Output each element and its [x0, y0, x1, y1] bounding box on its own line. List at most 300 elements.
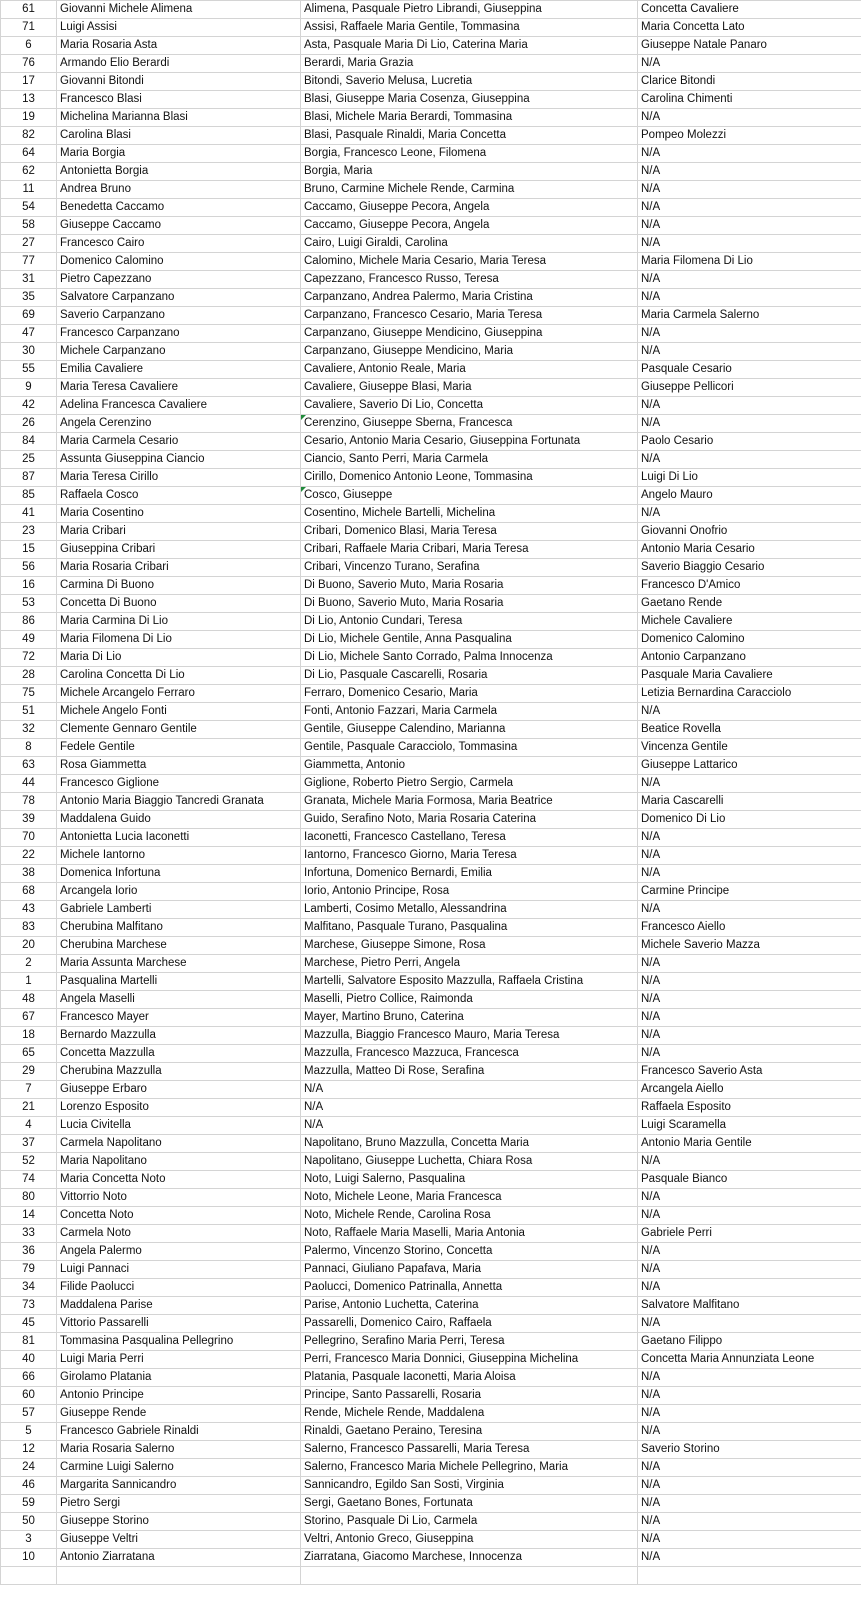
row-id-cell[interactable]: 35	[1, 289, 57, 307]
row-id-cell[interactable]: 25	[1, 451, 57, 469]
parents-cell[interactable]: Iaconetti, Francesco Castellano, Teresa	[301, 829, 638, 847]
person-name-cell[interactable]: Maddalena Parise	[57, 1297, 301, 1315]
row-id-cell[interactable]: 59	[1, 1495, 57, 1513]
person-name-cell[interactable]: Angela Cerenzino	[57, 415, 301, 433]
row-id-cell[interactable]: 48	[1, 991, 57, 1009]
spouse-cell[interactable]: Concetta Maria Annunziata Leone	[638, 1351, 861, 1369]
row-id-cell[interactable]: 6	[1, 37, 57, 55]
row-id-cell[interactable]	[1, 1567, 57, 1585]
person-name-cell[interactable]: Bernardo Mazzulla	[57, 1027, 301, 1045]
spouse-cell[interactable]: N/A	[638, 901, 861, 919]
person-name-cell[interactable]: Maria Rosaria Salerno	[57, 1441, 301, 1459]
person-name-cell[interactable]: Giovanni Michele Alimena	[57, 1, 301, 19]
person-name-cell[interactable]: Maria Borgia	[57, 145, 301, 163]
person-name-cell[interactable]: Girolamo Platania	[57, 1369, 301, 1387]
parents-cell[interactable]: Guido, Serafino Noto, Maria Rosaria Caterina	[301, 811, 638, 829]
person-name-cell[interactable]: Saverio Carpanzano	[57, 307, 301, 325]
spouse-cell[interactable]: Francesco D'Amico	[638, 577, 861, 595]
row-id-cell[interactable]: 87	[1, 469, 57, 487]
row-id-cell[interactable]: 54	[1, 199, 57, 217]
person-name-cell[interactable]: Maria Rosaria Cribari	[57, 559, 301, 577]
parents-cell[interactable]: Caccamo, Giuseppe Pecora, Angela	[301, 217, 638, 235]
row-id-cell[interactable]: 21	[1, 1099, 57, 1117]
parents-cell[interactable]: Borgia, Francesco Leone, Filomena	[301, 145, 638, 163]
parents-cell[interactable]: Sannicandro, Egildo San Sosti, Virginia	[301, 1477, 638, 1495]
person-name-cell[interactable]: Francesco Carpanzano	[57, 325, 301, 343]
row-id-cell[interactable]: 86	[1, 613, 57, 631]
spouse-cell[interactable]: Letizia Bernardina Caracciolo	[638, 685, 861, 703]
row-id-cell[interactable]: 4	[1, 1117, 57, 1135]
spouse-cell[interactable]: Carolina Chimenti	[638, 91, 861, 109]
spouse-cell[interactable]: Saverio Biaggio Cesario	[638, 559, 861, 577]
parents-cell[interactable]: Mazzulla, Francesco Mazzuca, Francesca	[301, 1045, 638, 1063]
row-id-cell[interactable]: 70	[1, 829, 57, 847]
person-name-cell[interactable]: Antonio Ziarratana	[57, 1549, 301, 1567]
spouse-cell[interactable]: Giuseppe Lattarico	[638, 757, 861, 775]
row-id-cell[interactable]: 1	[1, 973, 57, 991]
row-id-cell[interactable]: 42	[1, 397, 57, 415]
spouse-cell[interactable]: N/A	[638, 109, 861, 127]
person-name-cell[interactable]: Concetta Noto	[57, 1207, 301, 1225]
person-name-cell[interactable]: Maria Rosaria Asta	[57, 37, 301, 55]
spouse-cell[interactable]: Saverio Storino	[638, 1441, 861, 1459]
person-name-cell[interactable]: Benedetta Caccamo	[57, 199, 301, 217]
parents-cell[interactable]: Di Lio, Pasquale Cascarelli, Rosaria	[301, 667, 638, 685]
row-id-cell[interactable]: 58	[1, 217, 57, 235]
spouse-cell[interactable]: Gaetano Filippo	[638, 1333, 861, 1351]
row-id-cell[interactable]: 47	[1, 325, 57, 343]
parents-cell[interactable]: Caccamo, Giuseppe Pecora, Angela	[301, 199, 638, 217]
spouse-cell[interactable]: N/A	[638, 1423, 861, 1441]
spouse-cell[interactable]: N/A	[638, 829, 861, 847]
parents-cell[interactable]: Salerno, Francesco Passarelli, Maria Teresa	[301, 1441, 638, 1459]
spouse-cell[interactable]: N/A	[638, 1369, 861, 1387]
person-name-cell[interactable]: Domenica Infortuna	[57, 865, 301, 883]
person-name-cell[interactable]: Francesco Mayer	[57, 1009, 301, 1027]
parents-cell[interactable]: Napolitano, Bruno Mazzulla, Concetta Maria	[301, 1135, 638, 1153]
parents-cell[interactable]: Malfitano, Pasquale Turano, Pasqualina	[301, 919, 638, 937]
parents-cell[interactable]: Cerenzino, Giuseppe Sberna, Francesca	[301, 415, 638, 433]
person-name-cell[interactable]: Carmela Noto	[57, 1225, 301, 1243]
spouse-cell[interactable]: N/A	[638, 1045, 861, 1063]
person-name-cell[interactable]: Giuseppina Cribari	[57, 541, 301, 559]
spouse-cell[interactable]: Gabriele Perri	[638, 1225, 861, 1243]
person-name-cell[interactable]: Maria Cribari	[57, 523, 301, 541]
parents-cell[interactable]: Cavaliere, Antonio Reale, Maria	[301, 361, 638, 379]
spouse-cell[interactable]: Francesco Aiello	[638, 919, 861, 937]
row-id-cell[interactable]: 15	[1, 541, 57, 559]
spouse-cell[interactable]: Giuseppe Natale Panaro	[638, 37, 861, 55]
spouse-cell[interactable]: N/A	[638, 415, 861, 433]
person-name-cell[interactable]: Raffaela Cosco	[57, 487, 301, 505]
row-id-cell[interactable]: 80	[1, 1189, 57, 1207]
row-id-cell[interactable]: 65	[1, 1045, 57, 1063]
parents-cell[interactable]: Pellegrino, Serafino Maria Perri, Teresa	[301, 1333, 638, 1351]
parents-cell[interactable]: Ziarratana, Giacomo Marchese, Innocenza	[301, 1549, 638, 1567]
spouse-cell[interactable]: Pompeo Molezzi	[638, 127, 861, 145]
spouse-cell[interactable]: Michele Saverio Mazza	[638, 937, 861, 955]
parents-cell[interactable]: Assisi, Raffaele Maria Gentile, Tommasina	[301, 19, 638, 37]
parents-cell[interactable]: Fonti, Antonio Fazzari, Maria Carmela	[301, 703, 638, 721]
spouse-cell[interactable]: Salvatore Malfitano	[638, 1297, 861, 1315]
person-name-cell[interactable]: Vittorrio Noto	[57, 1189, 301, 1207]
person-name-cell[interactable]: Filide Paolucci	[57, 1279, 301, 1297]
person-name-cell[interactable]: Antonietta Borgia	[57, 163, 301, 181]
spouse-cell[interactable]: Maria Carmela Salerno	[638, 307, 861, 325]
row-id-cell[interactable]: 61	[1, 1, 57, 19]
parents-cell[interactable]: Cesario, Antonio Maria Cesario, Giuseppina Fortunata	[301, 433, 638, 451]
row-id-cell[interactable]: 22	[1, 847, 57, 865]
person-name-cell[interactable]: Giuseppe Rende	[57, 1405, 301, 1423]
parents-cell[interactable]: Noto, Raffaele Maria Maselli, Maria Antonia	[301, 1225, 638, 1243]
person-name-cell[interactable]: Pietro Capezzano	[57, 271, 301, 289]
person-name-cell[interactable]: Maria Cosentino	[57, 505, 301, 523]
row-id-cell[interactable]: 71	[1, 19, 57, 37]
spouse-cell[interactable]: N/A	[638, 1153, 861, 1171]
parents-cell[interactable]: Bruno, Carmine Michele Rende, Carmina	[301, 181, 638, 199]
person-name-cell[interactable]: Carmina Di Buono	[57, 577, 301, 595]
person-name-cell[interactable]: Maria Teresa Cirillo	[57, 469, 301, 487]
parents-cell[interactable]: N/A	[301, 1117, 638, 1135]
spouse-cell[interactable]: N/A	[638, 1261, 861, 1279]
row-id-cell[interactable]: 85	[1, 487, 57, 505]
row-id-cell[interactable]: 40	[1, 1351, 57, 1369]
parents-cell[interactable]: Principe, Santo Passarelli, Rosaria	[301, 1387, 638, 1405]
parents-cell[interactable]: Pannaci, Giuliano Papafava, Maria	[301, 1261, 638, 1279]
person-name-cell[interactable]: Pasqualina Martelli	[57, 973, 301, 991]
row-id-cell[interactable]: 64	[1, 145, 57, 163]
person-name-cell[interactable]: Giuseppe Storino	[57, 1513, 301, 1531]
parents-cell[interactable]: Cairo, Luigi Giraldi, Carolina	[301, 235, 638, 253]
person-name-cell[interactable]: Francesco Gabriele Rinaldi	[57, 1423, 301, 1441]
row-id-cell[interactable]: 76	[1, 55, 57, 73]
spouse-cell[interactable]: N/A	[638, 1531, 861, 1549]
person-name-cell[interactable]: Maria Teresa Cavaliere	[57, 379, 301, 397]
parents-cell[interactable]: Noto, Michele Rende, Carolina Rosa	[301, 1207, 638, 1225]
spouse-cell[interactable]: N/A	[638, 397, 861, 415]
person-name-cell[interactable]: Armando Elio Berardi	[57, 55, 301, 73]
parents-cell[interactable]: Cirillo, Domenico Antonio Leone, Tommasina	[301, 469, 638, 487]
spouse-cell[interactable]: N/A	[638, 181, 861, 199]
parents-cell[interactable]: Carpanzano, Giuseppe Mendicino, Giuseppina	[301, 325, 638, 343]
row-id-cell[interactable]: 75	[1, 685, 57, 703]
spouse-cell[interactable]: Maria Filomena Di Lio	[638, 253, 861, 271]
person-name-cell[interactable]: Emilia Cavaliere	[57, 361, 301, 379]
row-id-cell[interactable]: 67	[1, 1009, 57, 1027]
parents-cell[interactable]: Di Lio, Michele Santo Corrado, Palma Innocenza	[301, 649, 638, 667]
spouse-cell[interactable]: Giuseppe Pellicori	[638, 379, 861, 397]
row-id-cell[interactable]: 44	[1, 775, 57, 793]
spouse-cell[interactable]: N/A	[638, 1495, 861, 1513]
parents-cell[interactable]: Blasi, Giuseppe Maria Cosenza, Giuseppina	[301, 91, 638, 109]
row-id-cell[interactable]: 69	[1, 307, 57, 325]
parents-cell[interactable]: Passarelli, Domenico Cairo, Raffaela	[301, 1315, 638, 1333]
parents-cell[interactable]	[301, 1567, 638, 1585]
spouse-cell[interactable]: Antonio Maria Cesario	[638, 541, 861, 559]
person-name-cell[interactable]: Clemente Gennaro Gentile	[57, 721, 301, 739]
spouse-cell[interactable]: N/A	[638, 955, 861, 973]
row-id-cell[interactable]: 5	[1, 1423, 57, 1441]
person-name-cell[interactable]: Giuseppe Veltri	[57, 1531, 301, 1549]
person-name-cell[interactable]: Gabriele Lamberti	[57, 901, 301, 919]
person-name-cell[interactable]: Francesco Cairo	[57, 235, 301, 253]
person-name-cell[interactable]: Domenico Calomino	[57, 253, 301, 271]
parents-cell[interactable]: Salerno, Francesco Maria Michele Pellegrino, Maria	[301, 1459, 638, 1477]
parents-cell[interactable]: Iorio, Antonio Principe, Rosa	[301, 883, 638, 901]
row-id-cell[interactable]: 62	[1, 163, 57, 181]
parents-cell[interactable]: Mazzulla, Biaggio Francesco Mauro, Maria Teresa	[301, 1027, 638, 1045]
person-name-cell[interactable]: Carolina Blasi	[57, 127, 301, 145]
row-id-cell[interactable]: 41	[1, 505, 57, 523]
person-name-cell[interactable]: Francesco Blasi	[57, 91, 301, 109]
spouse-cell[interactable]: N/A	[638, 55, 861, 73]
person-name-cell[interactable]: Antonio Principe	[57, 1387, 301, 1405]
row-id-cell[interactable]: 53	[1, 595, 57, 613]
parents-cell[interactable]: Marchese, Pietro Perri, Angela	[301, 955, 638, 973]
spouse-cell[interactable]: N/A	[638, 703, 861, 721]
parents-cell[interactable]: Gentile, Pasquale Caracciolo, Tommasina	[301, 739, 638, 757]
row-id-cell[interactable]: 45	[1, 1315, 57, 1333]
row-id-cell[interactable]: 34	[1, 1279, 57, 1297]
spouse-cell[interactable]: N/A	[638, 847, 861, 865]
parents-cell[interactable]: Napolitano, Giuseppe Luchetta, Chiara Rosa	[301, 1153, 638, 1171]
person-name-cell[interactable]: Luigi Assisi	[57, 19, 301, 37]
spouse-cell[interactable]: N/A	[638, 1513, 861, 1531]
spouse-cell[interactable]: Antonio Carpanzano	[638, 649, 861, 667]
parents-cell[interactable]: Borgia, Maria	[301, 163, 638, 181]
person-name-cell[interactable]: Michele Iantorno	[57, 847, 301, 865]
spouse-cell[interactable]: Vincenza Gentile	[638, 739, 861, 757]
person-name-cell[interactable]: Maria Filomena Di Lio	[57, 631, 301, 649]
row-id-cell[interactable]: 84	[1, 433, 57, 451]
parents-cell[interactable]: Rinaldi, Gaetano Peraino, Teresina	[301, 1423, 638, 1441]
parents-cell[interactable]: N/A	[301, 1081, 638, 1099]
parents-cell[interactable]: Asta, Pasquale Maria Di Lio, Caterina Maria	[301, 37, 638, 55]
spouse-cell[interactable]: Raffaela Esposito	[638, 1099, 861, 1117]
row-id-cell[interactable]: 16	[1, 577, 57, 595]
parents-cell[interactable]: Noto, Luigi Salerno, Pasqualina	[301, 1171, 638, 1189]
row-id-cell[interactable]: 39	[1, 811, 57, 829]
row-id-cell[interactable]: 19	[1, 109, 57, 127]
spouse-cell[interactable]: Beatice Rovella	[638, 721, 861, 739]
row-id-cell[interactable]: 50	[1, 1513, 57, 1531]
row-id-cell[interactable]: 73	[1, 1297, 57, 1315]
person-name-cell[interactable]: Assunta Giuseppina Ciancio	[57, 451, 301, 469]
spouse-cell[interactable]: N/A	[638, 775, 861, 793]
row-id-cell[interactable]: 74	[1, 1171, 57, 1189]
parents-cell[interactable]: Cribari, Domenico Blasi, Maria Teresa	[301, 523, 638, 541]
row-id-cell[interactable]: 55	[1, 361, 57, 379]
row-id-cell[interactable]: 8	[1, 739, 57, 757]
parents-cell[interactable]: Platania, Pasquale Iaconetti, Maria Aloisa	[301, 1369, 638, 1387]
spouse-cell[interactable]: N/A	[638, 1477, 861, 1495]
row-id-cell[interactable]: 37	[1, 1135, 57, 1153]
spouse-cell[interactable]: Pasquale Cesario	[638, 361, 861, 379]
parents-cell[interactable]: Cribari, Raffaele Maria Cribari, Maria Teresa	[301, 541, 638, 559]
parents-cell[interactable]: Sergi, Gaetano Bones, Fortunata	[301, 1495, 638, 1513]
person-name-cell[interactable]: Francesco Giglione	[57, 775, 301, 793]
spouse-cell[interactable]: Pasquale Bianco	[638, 1171, 861, 1189]
person-name-cell[interactable]: Michele Arcangelo Ferraro	[57, 685, 301, 703]
parents-cell[interactable]: Iantorno, Francesco Giorno, Maria Teresa	[301, 847, 638, 865]
person-name-cell[interactable]: Maria Concetta Noto	[57, 1171, 301, 1189]
spouse-cell[interactable]: N/A	[638, 163, 861, 181]
row-id-cell[interactable]: 79	[1, 1261, 57, 1279]
person-name-cell[interactable]: Cherubina Marchese	[57, 937, 301, 955]
parents-cell[interactable]: Di Lio, Antonio Cundari, Teresa	[301, 613, 638, 631]
row-id-cell[interactable]: 36	[1, 1243, 57, 1261]
parents-cell[interactable]: Noto, Michele Leone, Maria Francesca	[301, 1189, 638, 1207]
parents-cell[interactable]: Carpanzano, Francesco Cesario, Maria Teresa	[301, 307, 638, 325]
row-id-cell[interactable]: 23	[1, 523, 57, 541]
parents-cell[interactable]: Lamberti, Cosimo Metallo, Alessandrina	[301, 901, 638, 919]
row-id-cell[interactable]: 72	[1, 649, 57, 667]
parents-cell[interactable]: Mazzulla, Matteo Di Rose, Serafina	[301, 1063, 638, 1081]
row-id-cell[interactable]: 30	[1, 343, 57, 361]
spouse-cell[interactable]: Pasquale Maria Cavaliere	[638, 667, 861, 685]
person-name-cell[interactable]: Lorenzo Esposito	[57, 1099, 301, 1117]
row-id-cell[interactable]: 46	[1, 1477, 57, 1495]
person-name-cell[interactable]: Michelina Marianna Blasi	[57, 109, 301, 127]
spouse-cell[interactable]: Francesco Saverio Asta	[638, 1063, 861, 1081]
row-id-cell[interactable]: 28	[1, 667, 57, 685]
row-id-cell[interactable]: 43	[1, 901, 57, 919]
spouse-cell[interactable]: Gaetano Rende	[638, 595, 861, 613]
spouse-cell[interactable]: N/A	[638, 865, 861, 883]
spouse-cell[interactable]: N/A	[638, 217, 861, 235]
person-name-cell[interactable]: Tommasina Pasqualina Pellegrino	[57, 1333, 301, 1351]
parents-cell[interactable]: Infortuna, Domenico Bernardi, Emilia	[301, 865, 638, 883]
person-name-cell[interactable]: Michele Angelo Fonti	[57, 703, 301, 721]
person-name-cell[interactable]: Antonio Maria Biaggio Tancredi Granata	[57, 793, 301, 811]
row-id-cell[interactable]: 11	[1, 181, 57, 199]
row-id-cell[interactable]: 60	[1, 1387, 57, 1405]
parents-cell[interactable]: Veltri, Antonio Greco, Giuseppina	[301, 1531, 638, 1549]
parents-cell[interactable]: Blasi, Michele Maria Berardi, Tommasina	[301, 109, 638, 127]
spouse-cell[interactable]: N/A	[638, 505, 861, 523]
spouse-cell[interactable]: N/A	[638, 1279, 861, 1297]
spouse-cell[interactable]	[638, 1567, 861, 1585]
person-name-cell[interactable]: Arcangela Iorio	[57, 883, 301, 901]
row-id-cell[interactable]: 68	[1, 883, 57, 901]
person-name-cell[interactable]: Giovanni Bitondi	[57, 73, 301, 91]
parents-cell[interactable]: Di Lio, Michele Gentile, Anna Pasqualina	[301, 631, 638, 649]
spouse-cell[interactable]: N/A	[638, 1189, 861, 1207]
person-name-cell[interactable]: Antonietta Lucia Iaconetti	[57, 829, 301, 847]
row-id-cell[interactable]: 14	[1, 1207, 57, 1225]
person-name-cell[interactable]: Carolina Concetta Di Lio	[57, 667, 301, 685]
parents-cell[interactable]: Palermo, Vincenzo Storino, Concetta	[301, 1243, 638, 1261]
parents-cell[interactable]: Perri, Francesco Maria Donnici, Giuseppina Michelina	[301, 1351, 638, 1369]
person-name-cell[interactable]: Margarita Sannicandro	[57, 1477, 301, 1495]
row-id-cell[interactable]: 83	[1, 919, 57, 937]
person-name-cell[interactable]: Adelina Francesca Cavaliere	[57, 397, 301, 415]
row-id-cell[interactable]: 82	[1, 127, 57, 145]
parents-cell[interactable]: Granata, Michele Maria Formosa, Maria Beatrice	[301, 793, 638, 811]
parents-cell[interactable]: Ciancio, Santo Perri, Maria Carmela	[301, 451, 638, 469]
spouse-cell[interactable]: N/A	[638, 1207, 861, 1225]
row-id-cell[interactable]: 20	[1, 937, 57, 955]
person-name-cell[interactable]: Rosa Giammetta	[57, 757, 301, 775]
spouse-cell[interactable]: Luigi Scaramella	[638, 1117, 861, 1135]
person-name-cell[interactable]: Maria Di Lio	[57, 649, 301, 667]
spouse-cell[interactable]: N/A	[638, 1315, 861, 1333]
spouse-cell[interactable]: N/A	[638, 1387, 861, 1405]
spouse-cell[interactable]: N/A	[638, 289, 861, 307]
parents-cell[interactable]: Gentile, Giuseppe Calendino, Marianna	[301, 721, 638, 739]
spouse-cell[interactable]: Paolo Cesario	[638, 433, 861, 451]
parents-cell[interactable]: Giammetta, Antonio	[301, 757, 638, 775]
person-name-cell[interactable]: Carmela Napolitano	[57, 1135, 301, 1153]
row-id-cell[interactable]: 31	[1, 271, 57, 289]
row-id-cell[interactable]: 27	[1, 235, 57, 253]
person-name-cell[interactable]: Concetta Mazzulla	[57, 1045, 301, 1063]
row-id-cell[interactable]: 57	[1, 1405, 57, 1423]
row-id-cell[interactable]: 81	[1, 1333, 57, 1351]
spouse-cell[interactable]: N/A	[638, 1459, 861, 1477]
spouse-cell[interactable]: N/A	[638, 1405, 861, 1423]
row-id-cell[interactable]: 56	[1, 559, 57, 577]
parents-cell[interactable]: N/A	[301, 1099, 638, 1117]
spouse-cell[interactable]: Domenico Di Lio	[638, 811, 861, 829]
parents-cell[interactable]: Berardi, Maria Grazia	[301, 55, 638, 73]
spouse-cell[interactable]: N/A	[638, 199, 861, 217]
parents-cell[interactable]: Maselli, Pietro Collice, Raimonda	[301, 991, 638, 1009]
parents-cell[interactable]: Carpanzano, Giuseppe Mendicino, Maria	[301, 343, 638, 361]
person-name-cell[interactable]: Carmine Luigi Salerno	[57, 1459, 301, 1477]
spouse-cell[interactable]: N/A	[638, 1009, 861, 1027]
parents-cell[interactable]: Bitondi, Saverio Melusa, Lucretia	[301, 73, 638, 91]
row-id-cell[interactable]: 18	[1, 1027, 57, 1045]
row-id-cell[interactable]: 10	[1, 1549, 57, 1567]
spouse-cell[interactable]: N/A	[638, 451, 861, 469]
row-id-cell[interactable]: 29	[1, 1063, 57, 1081]
row-id-cell[interactable]: 49	[1, 631, 57, 649]
person-name-cell[interactable]: Maddalena Guido	[57, 811, 301, 829]
person-name-cell[interactable]: Maria Carmela Cesario	[57, 433, 301, 451]
spouse-cell[interactable]: N/A	[638, 235, 861, 253]
spouse-cell[interactable]: N/A	[638, 973, 861, 991]
parents-cell[interactable]: Storino, Pasquale Di Lio, Carmela	[301, 1513, 638, 1531]
person-name-cell[interactable]: Angela Maselli	[57, 991, 301, 1009]
spouse-cell[interactable]: Domenico Calomino	[638, 631, 861, 649]
person-name-cell[interactable]	[57, 1567, 301, 1585]
person-name-cell[interactable]: Concetta Di Buono	[57, 595, 301, 613]
row-id-cell[interactable]: 52	[1, 1153, 57, 1171]
row-id-cell[interactable]: 66	[1, 1369, 57, 1387]
spouse-cell[interactable]: Concetta Cavaliere	[638, 1, 861, 19]
person-name-cell[interactable]: Vittorio Passarelli	[57, 1315, 301, 1333]
parents-cell[interactable]: Di Buono, Saverio Muto, Maria Rosaria	[301, 595, 638, 613]
person-name-cell[interactable]: Cherubina Malfitano	[57, 919, 301, 937]
row-id-cell[interactable]: 26	[1, 415, 57, 433]
spouse-cell[interactable]: Maria Concetta Lato	[638, 19, 861, 37]
parents-cell[interactable]: Ferraro, Domenico Cesario, Maria	[301, 685, 638, 703]
parents-cell[interactable]: Cribari, Vincenzo Turano, Serafina	[301, 559, 638, 577]
parents-cell[interactable]: Marchese, Giuseppe Simone, Rosa	[301, 937, 638, 955]
parents-cell[interactable]: Cosco, Giuseppe	[301, 487, 638, 505]
spouse-cell[interactable]: Arcangela Aiello	[638, 1081, 861, 1099]
person-name-cell[interactable]: Salvatore Carpanzano	[57, 289, 301, 307]
spouse-cell[interactable]: N/A	[638, 991, 861, 1009]
parents-cell[interactable]: Alimena, Pasquale Pietro Librandi, Giuseppina	[301, 1, 638, 19]
person-name-cell[interactable]: Angela Palermo	[57, 1243, 301, 1261]
person-name-cell[interactable]: Andrea Bruno	[57, 181, 301, 199]
spouse-cell[interactable]: Antonio Maria Gentile	[638, 1135, 861, 1153]
row-id-cell[interactable]: 9	[1, 379, 57, 397]
row-id-cell[interactable]: 77	[1, 253, 57, 271]
row-id-cell[interactable]: 13	[1, 91, 57, 109]
